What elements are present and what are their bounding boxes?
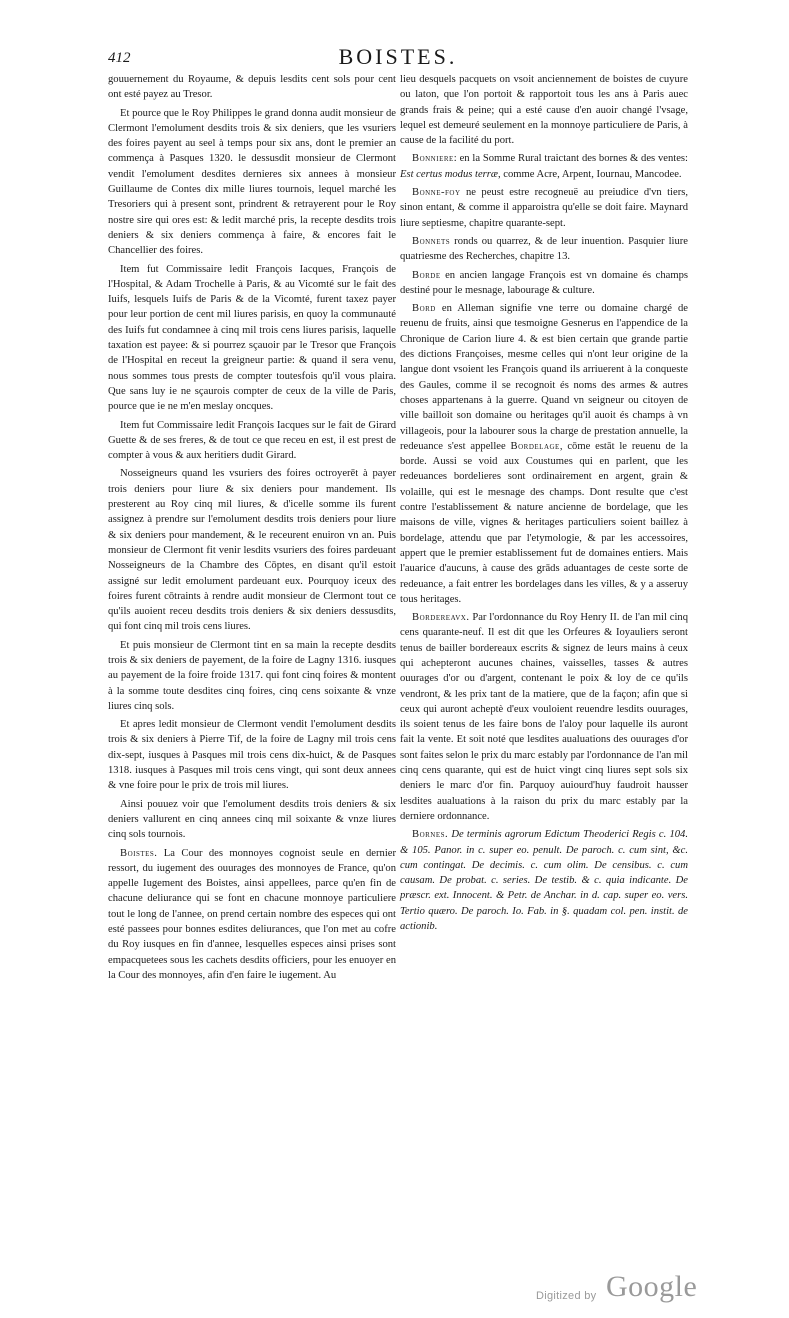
entry-term: Bonniere	[412, 153, 454, 165]
entry-bordereaux	[400, 610, 688, 824]
entry-text: : en la Somme Rural traictant des bornes & des ventes:	[453, 153, 688, 165]
paragraph: Ainsi pouuez voir que l'emolument desdits trois deniers & six deniers vallurent en cinq annees cinq mil soixante & vnze liures cinq sols tournois.	[108, 798, 396, 841]
paragraph: Et puis monsieur de Clermont tint en sa main la recepte desdits trois & six deniers de payement, de la foire de Lagny 1316. iusques au payement de la foire froide 1317. qui font cinq foires & montent à la somme toute desdites cinq foires, cinq cens soixante & vnze liures cinq sols.	[108, 639, 396, 712]
entry-term: Boistes.	[120, 847, 158, 859]
entry-term: Bonnets	[412, 235, 451, 247]
entry-term: Bornes.	[412, 829, 449, 841]
entry-text: Par l'ordonnance du Roy Henry II. de l'an mil cinq cens quarante-neuf. Il est dit que les Orfeures & Ioyauliers seront tenus de bailler bordereaux escrits & signez de leurs mains à ceux qui achepteront aucunes chaines, vaisselles, tasses & autres ouurages d'or ou d'argent, contenant le poix & loy de ce qu'ils vendront, & les prix tant de la matiere, que de la façon; afin que si ceux qui auront acheptè d'eux vouloient reuendre lesdits ouurages, ils soient tenus de les faire bons de l'aloy pour laquelle ils auront fait la vente. Et soit noté que lesdites aualuations des ouurages d'or sont faites selon le prix du marc estably par l'ordonnance de l'an mil cinq cens quarante, qui est de huict vingt cinq liures sept sols six deniers le marc d'or fin. Parquoy auiourd'huy faudroit hausser lesdites aualuations à la raison du prix du marc estably par la derniere ordonnance.	[400, 612, 688, 822]
right-column	[400, 72, 688, 937]
latin-citations: De terminis agrorum Edictum Theoderici Regis c. 104. & 105. Panor. in c. super eo. penult. De paroch. c. cum sint, &c. cum contingat. De decimis. c. cum olim. De censibus. c. cum causam. De probat. c. series. De testib. & c. quia indicante. De præscr. ext. Innocent. & Petr. de Anchar. in d. cap. super eo. vers. Tertio quæro. De paroch. Io. Fab. in §. quadam col. pen. instit. de actionib.	[400, 829, 688, 933]
entry-text: , comme Acre, Arpent, Iournau, Mancodee.	[498, 168, 682, 180]
entry-term: Bordereavx.	[412, 612, 470, 624]
paragraph: Item fut Commissaire ledit François Iacques, François de l'Hospital, & Adam Trochelle à Paris, & au Vicomté sur le fait des Iuifs, lesquels Iuifs de Paris & de la Vicomté, furent taxez payer pour leur portion de cent mil liures parisis, en quoy la communauté des Iuifs fut condamnee à cinq mil trois cens liures parisis, laquelle taxation est payee: & si pourrez sçauoir par le Tresor que François de l'Hospital en receut la greigneur partie: & quand il sera venu, nous sommes tous prests de compter toutesfois qu'il vous plaira. Que sans luy ie ne sçaurois compter de ceux de la ville de Paris, pource que ie ne m'en meslay oncques.	[108, 263, 396, 413]
paragraph: Et pource que le Roy Philippes le grand donna audit monsieur de Clermont l'emolument desdits trois & six deniers, que les vsuriers des foires payent au seel à temps pour six ans, dont le premier an commença à Pasques 1320. le dessusdit monsieur de Clermont vendit l'emolument desdites dernieres six annees à monsieur Guillaume de Contes dix mille liures tournois, lequel marché les Tresoriers qui à present sont, prindrent & retrayerent pour le Roy nostre sire qui ores est: & ledit marché pris, la recepte desdits trois deniers & six deniers commença à faire, & encores fait le Chancellier des foires.	[108, 107, 396, 257]
entry-term: Bordelage	[510, 440, 560, 452]
entry-term: Bonne-foy	[412, 187, 461, 199]
paragraph: Item fut Commissaire ledit François Iacques sur le fait de Girard Guette & de ses freres, & de tout ce que receu en est, il est prest de compter à vous & aux heritiers dudit Girard.	[108, 419, 396, 462]
entry-text: en Alleman signifie vne terre ou domaine chargé de reuenu de fruits, ainsi que tesmoigne Gesnerus en l'appendice de la Chronique de Carion liure 4. & est bien certain que grande partie des dictions Françoises, mesme celles qui n'ont leur origine de la langue dont vsoient les François quand ils arriuerent à la conqueste des Gaules, comme il se recognoit és noms des armes & autres choses appartenans à la guerre. Quand vn seigneur ou citoyen de ville bailloit son domaine ou heritages qu'il auoit és champs à vn villageois, pour la labourer sous la charge de prestation annuelle, la redeuance s'est appellee	[400, 303, 688, 452]
running-head: BOISTES.	[338, 44, 458, 69]
entry-bord	[400, 301, 688, 607]
entry-text: , cōme estāt le reuenu de la borde. Aussi se void aux Coustumes qui en parlent, que les redeuances bordelieres sont ordinairement en argent, grain & volaille, qui est le mesnage des champs. Dont resulte que c'est contre l'establissement & nature ancienne de bordelage, que les maisons de ville, vignes & heritages particuliers soient baillez à bordelage, attendu que par l'etymologie, & par les accessoires, appert que le premier establissement fut de domaines entiers. Mais l'auarice d'aucuns, à cause des grāds aduantages de ceste sorte de redeuance, a fait entrer les bordelages dans les villes, & y a asseruy tous heritages.	[400, 440, 688, 605]
paragraph: Et apres ledit monsieur de Clermont vendit l'emolument desdits trois & six deniers à Pierre Tif, de la foire de Lagny mil trois cens dix-sept, iusques à Pasques mil trois cens dix-huict, & de Pasques 1318. iusques à Pasques mil trois cens vingt, qui sont deux annees & vne foire pour le prix de trois mil liures.	[108, 719, 396, 792]
watermark-prefix: Digitized by	[536, 1290, 597, 1302]
paragraph: Nosseigneurs quand les vsuriers des foires octroyerēt à payer trois deniers pour liure & six deniers pour mandement. Ils presterent au Roy cinq mil liures, & d'icelle somme ils furent assignez à prendre sur l'emolument desdits trois deniers pour liure & six deniers pour mandement, & le receurent enuiron vn an. Puis monsieur de Clermont fit venir lesdits vsuriers des foires pardeuant Nosseigneurs de la Chambre des Cōptes, en disant qu'il estoit assigné sur ledit emolument pardeuant eux. Pourquoy iceux des foires furent cōtraints à rendre audit monsieur de Clermont tout ce qu'ils auoient receu desdits trois deniers & six deniers dessusdits, qui font cinq mil trois cens liures.	[108, 468, 396, 633]
entry-text: ronds ou quarrez, & de leur inuention. Pasquier liure quatriesme des Recherches, chapitre 13.	[400, 235, 688, 263]
entry-text: La Cour des monnoyes cognoist seule en dernier ressort, du iugement des ouurages des monnoyes de France, qu'on appelle Iugement des Boistes, ainsi appellees, parce qu'en fin de chacune deliurance qui se font en chacune monnoye particuliere tout le long de l'annee, on prend certain nombre des especes qui ont esté passees pour bonnes esdites deliurances, que l'on met au cofre du Roy iusques en fin d'annee, lesquelles especes ainsi prises sont empacquetees sous les cachets desdits officiers, pour les enuoyer en la Cour des monnoyes, afin d'en faire le iugement. Au	[108, 847, 396, 981]
entry-bonnets	[400, 234, 688, 265]
latin-quote: Est certus modus terræ	[400, 168, 498, 180]
entry-bonne-foy	[400, 185, 688, 231]
entry-bornes	[400, 827, 688, 934]
entry-text: en ancien langage François est vn domaine és champs destiné pour le mesnage, labourage & culture.	[400, 269, 688, 296]
entry-borde	[400, 268, 688, 299]
entry-text: ne peust estre recogneuë au preiudice d'vn tiers, sinon entant, & comme il apparoistra qu'elle se doit faire. Maynard liure septiesme, chapitre quarante-sept.	[400, 187, 688, 229]
paragraph: gouuernement du Royaume, & depuis lesdits cent sols pour cent ont esté payez au Tresor.	[108, 74, 396, 101]
paragraph: lieu desquels pacquets on vsoit anciennement de boistes de cuyure ou laton, que l'on portoit & rapportoit tous les ans à Paris auec grands frais & peine; qui a esté cause d'en auoir changé l'vsage, lequel est demeuré seulement en la monnoye particuliere de Paris, à cause de la facilité du port.	[400, 74, 688, 147]
entry-term: Borde	[412, 269, 441, 281]
left-column	[108, 72, 396, 986]
entry-bonniere	[400, 151, 688, 182]
digitized-by-google-watermark	[536, 1270, 698, 1308]
page-header	[108, 44, 688, 72]
google-logo: Google	[606, 1270, 698, 1303]
page-number: 412	[108, 50, 131, 66]
entry-boistes	[108, 846, 396, 984]
entry-term: Bord	[412, 303, 436, 315]
